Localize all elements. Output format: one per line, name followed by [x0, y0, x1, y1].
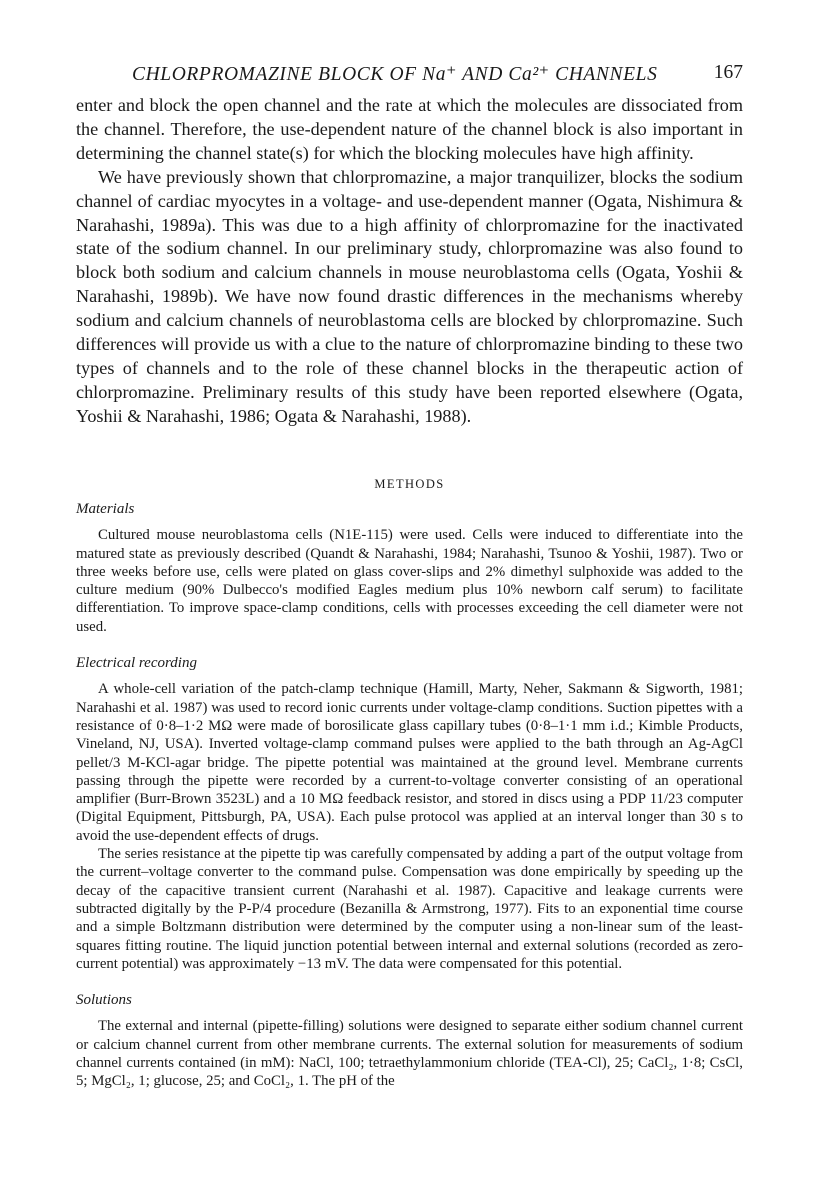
- spacer: [76, 636, 743, 654]
- intro-paragraph-2: We have previously shown that chlorpromazine, a major tranquilizer, blocks the sodium channel of cardiac myocytes in a voltage- and use-dependent manner (Ogata, Nishimura & Narahashi, 1989a). This was due to a high affinity of chlorpromazine for the inactivated state of the sodium channel. In our preliminary study, chlorpromazine was also found to block both sodium and calcium channels in mouse neuroblastoma cells (Ogata, Yoshii & Narahashi, 1989b). We have now found drastic differences in the mechanisms whereby sodium and calcium channels of neuroblastoma cells are blocked by chlorpromazine. Such differences will provide us with a clue to the nature of chlorpromazine binding to these two types of channels and to the role of these channel blocks in the therapeutic action of chlorpromazine. Preliminary results of this study have been reported elsewhere (Ogata, Yoshii & Narahashi, 1986; Ogata & Narahashi, 1988).: [76, 166, 743, 426]
- spacer: [76, 973, 743, 991]
- electrical-paragraph-1: A whole-cell variation of the patch-clamp technique (Hamill, Marty, Neher, Sakmann & Sigworth, 1981; Narahashi et al. 1987) was used to record ionic currents under voltage-clamp conditions. Suction pipettes with a resistance of 0·8–1·2 MΩ were made of borosilicate glass capillary tubes (0·8–1·1 mm i.d.; Kimble Products, Vineland, NJ, USA). Inverted voltage-clamp command pulses were applied to the bath through an Ag-AgCl pellet/3 M-KCl-agar bridge. The pipette potential was maintained at the ground level. Membrane currents passing through the pipette were recorded by a current-to-voltage converter consisting of an operational amplifier (Burr-Brown 3523L) and a 10 MΩ feedback resistor, and stored in discs using a PDP 11/23 computer (Digital Equipment, Pittsburgh, PA, USA). Each pulse protocol was applied at an interval longer than 30 s to avoid the use-dependent effects of drugs.: [76, 681, 743, 844]
- methods-section: [76, 475, 743, 1091]
- introduction-continuation: [76, 94, 743, 429]
- materials-heading: Materials: [76, 501, 135, 517]
- solutions-paragraph: The external and internal (pipette-filling) solutions were designed to separate either sodium channel current or calcium channel current from other membrane currents. The external solution for measurements of sodium channel currents contained (in mM): NaCl, 100; tetraethylammonium chloride (TEA-Cl), 25; CaCl₂, 1·8; CsCl, 5; MgCl₂, 1; glucose, 25; and CoCl₂, 1. The pH of the: [76, 1018, 743, 1090]
- running-head: [76, 62, 743, 88]
- electrical-recording-heading: Electrical recording: [76, 655, 197, 672]
- running-head-title: CHLORPROMAZINE BLOCK OF Na⁺ AND Ca²⁺ CHANNELS: [132, 64, 658, 85]
- electrical-paragraph-2: The series resistance at the pipette tip was carefully compensated by adding a part of the output voltage from the current–voltage converter to the command pulse. Compensation was done empirically by speeding up the decay of the capacitive transient current (Narahashi et al. 1987). Capacitive and leakage currents were subtracted digitally by the P-P/4 procedure (Bezanilla & Armstrong, 1977). Fits to an exponential time course and a simple Boltzmann distribution were determined by the computer using a non-linear sum of the least-squares fitting routine. The liquid junction potential between internal and external solutions (recorded as zero-current potential) was approximately −13 mV. The data were compensated for this potential.: [76, 846, 743, 972]
- materials-paragraph: Cultured mouse neuroblastoma cells (N1E-115) were used. Cells were induced to differentiate into the matured state as previously described (Quandt & Narahashi, 1984; Narahashi, Tsunoo & Yoshii, 1987). Two or three weeks before use, cells were plated on glass cover-slips and 2% dimethyl sulphoxide was added to the culture medium (90% Dulbecco's modified Eagles medium plus 10% newborn calf serum) to facilitate differentiation. To improve space-clamp conditions, cells with processes exceeding the cell diameter were not used.: [76, 527, 743, 635]
- page-number: 167: [713, 62, 743, 83]
- methods-heading: METHODS: [374, 477, 445, 491]
- solutions-heading: Solutions: [76, 992, 132, 1009]
- intro-paragraph-1: enter and block the open channel and the rate at which the molecules are dissociated from the channel. Therefore, the use-dependent nature of the channel block is also important in determining the channel state(s) for which the blocking molecules have high affinity.: [76, 95, 743, 163]
